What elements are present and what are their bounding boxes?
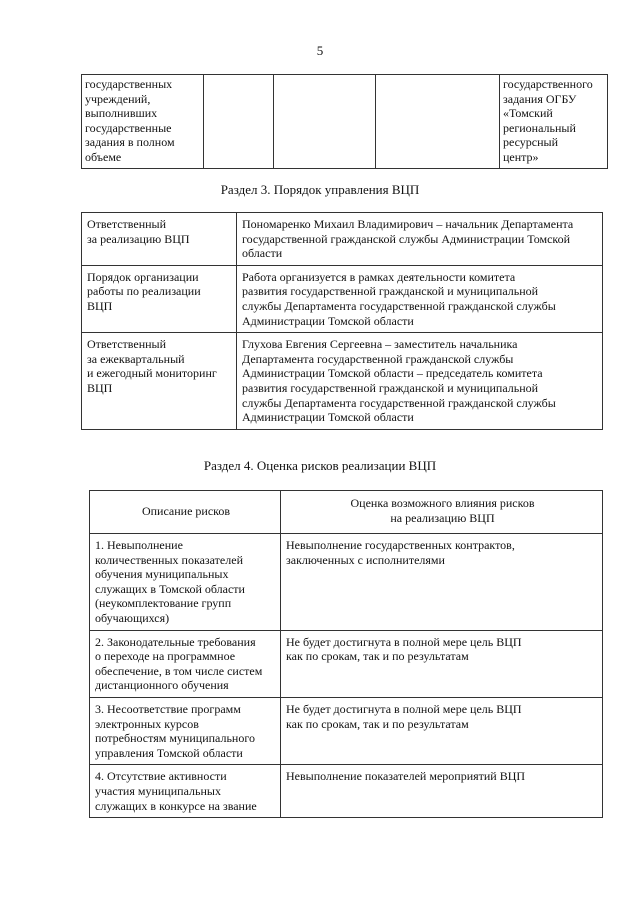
cell-line: объеме — [85, 149, 122, 164]
cell-line: Пономаренко Михаил Владимирович – начальник Департамента — [242, 217, 574, 231]
cell-line: 2. Законодательные требования — [95, 634, 256, 649]
page-number: 5 — [316, 43, 324, 58]
cell-line: за ежеквартальный — [87, 351, 185, 366]
impact-cell — [281, 697, 603, 764]
cell-line: 4. Отсутствие активности — [95, 769, 227, 784]
cell-line: на реализацию ВЦП — [390, 511, 495, 525]
cell-line: заключенных с исполнителями — [286, 552, 445, 567]
cell-line: о переходе на программное — [95, 649, 236, 664]
section-4-title: Раздел 4. Оценка рисков реализации ВЦП — [203, 458, 437, 473]
section-3-title: Раздел 3. Порядок управления ВЦП — [220, 182, 420, 197]
table-row — [90, 765, 603, 818]
cell-line: Департамента государственной гражданской службы — [242, 351, 514, 366]
impact-cell — [281, 630, 603, 697]
table-row — [82, 333, 603, 430]
column-header — [90, 491, 281, 534]
table-row — [90, 534, 603, 631]
cell-line: Работа организуется в рамках деятельности комитета — [242, 269, 516, 284]
cell-line: Невыполнение государственных контрактов, — [286, 538, 515, 552]
cell-line: работы по реализации — [87, 284, 201, 299]
cell-line: «Томский — [503, 106, 553, 121]
row-value-cell — [237, 333, 603, 430]
table-row — [90, 697, 603, 764]
row-label-cell — [82, 213, 237, 266]
cell-line: потребностям муниципального — [95, 731, 255, 746]
cell-line: государственного — [503, 77, 593, 91]
cell-line: учреждений, — [85, 91, 151, 106]
cell-line: за реализацию ВЦП — [87, 231, 190, 246]
cell-line: обеспечение, в том числе систем — [95, 663, 263, 678]
cell-line: Администрации Томской области — [242, 313, 414, 328]
management-table — [81, 212, 603, 430]
cell-line: обучающихся) — [95, 610, 170, 625]
cell-line: центр» — [503, 149, 539, 164]
cell-line: как по срокам, так и по результатам — [286, 716, 469, 731]
cell-line: развития государственной гражданской и муниципальной — [242, 284, 539, 299]
cell-line: 3. Несоответствие программ — [95, 701, 241, 716]
cell-line: области — [242, 246, 283, 261]
table-row — [82, 213, 603, 266]
cell-line: Не будет достигнута в полной мере цель ВЦП — [286, 634, 522, 649]
table-header-row — [90, 491, 603, 534]
risk-cell — [90, 534, 281, 631]
empty-cell — [274, 75, 376, 169]
cell-line: как по срокам, так и по результатам — [286, 649, 469, 664]
cell-line: (неукомплектование групп — [95, 596, 232, 611]
risk-table — [89, 490, 603, 818]
cell-line: государственной гражданской службы Администрации Томской — [242, 231, 571, 246]
cell-line: региональный — [503, 120, 576, 135]
cell-line: задания в полном — [85, 135, 175, 150]
cell-line: Не будет достигнута в полной мере цель ВЦП — [286, 701, 522, 716]
row-value-cell — [237, 265, 603, 332]
cell-line: 1. Невыполнение — [95, 538, 183, 552]
table-row — [82, 265, 603, 332]
cell-line: участия муниципальных — [95, 783, 221, 798]
empty-cell — [204, 75, 274, 169]
empty-cell — [376, 75, 500, 169]
row-label-cell — [82, 333, 237, 430]
impact-cell — [281, 534, 603, 631]
cell-line: Оценка возможного влияния рисков — [350, 496, 535, 511]
cell-line: Администрации Томской области — [242, 410, 414, 425]
cell-line: задания ОГБУ — [503, 91, 577, 106]
cell-line: Порядок организации — [87, 269, 199, 284]
cell-line: Глухова Евгения Сергеевна – заместитель начальника — [242, 337, 518, 352]
row-label-cell — [82, 265, 237, 332]
cell-line: электронных курсов — [95, 716, 199, 731]
cell-line: ВЦП — [87, 298, 113, 313]
cell-line: обучения муниципальных — [95, 567, 229, 582]
cell-line: службы Департамента государственной гражданской службы — [242, 395, 556, 410]
continued-indicator-table — [81, 74, 608, 169]
cell-line: ВЦП — [87, 380, 113, 395]
cell-line: выполнивших — [85, 106, 158, 121]
cell-line: служащих в Томской области — [95, 581, 245, 596]
impact-cell — [281, 765, 603, 818]
table-row — [82, 75, 608, 169]
cell-line: дистанционного обучения — [95, 678, 229, 693]
cell-line: Ответственный — [87, 337, 167, 352]
cell-line: служащих в конкурсе на звание — [95, 798, 257, 813]
cell-line: Администрации Томской области – председатель комитета — [242, 366, 543, 381]
cell-line: и ежегодный мониторинг — [87, 366, 217, 381]
risk-cell — [90, 630, 281, 697]
cell-line: государственных — [85, 77, 173, 91]
cell-line: государственные — [85, 120, 172, 135]
risk-cell — [90, 765, 281, 818]
cell-line: Невыполнение показателей мероприятий ВЦП — [286, 769, 526, 784]
column-header — [281, 491, 603, 534]
table-row — [90, 630, 603, 697]
risk-cell — [90, 697, 281, 764]
cell-line: службы Департамента государственной гражданской службы — [242, 298, 556, 313]
indicator-source-cell — [500, 75, 608, 169]
cell-line: управления Томской области — [95, 745, 243, 760]
cell-line: развития государственной гражданской и муниципальной — [242, 380, 539, 395]
row-value-cell — [237, 213, 603, 266]
indicator-name-cell — [82, 75, 204, 169]
cell-line: Описание рисков — [141, 503, 231, 518]
cell-line: количественных показателей — [95, 552, 243, 567]
cell-line: Ответственный — [87, 217, 167, 231]
cell-line: ресурсный — [503, 135, 559, 150]
